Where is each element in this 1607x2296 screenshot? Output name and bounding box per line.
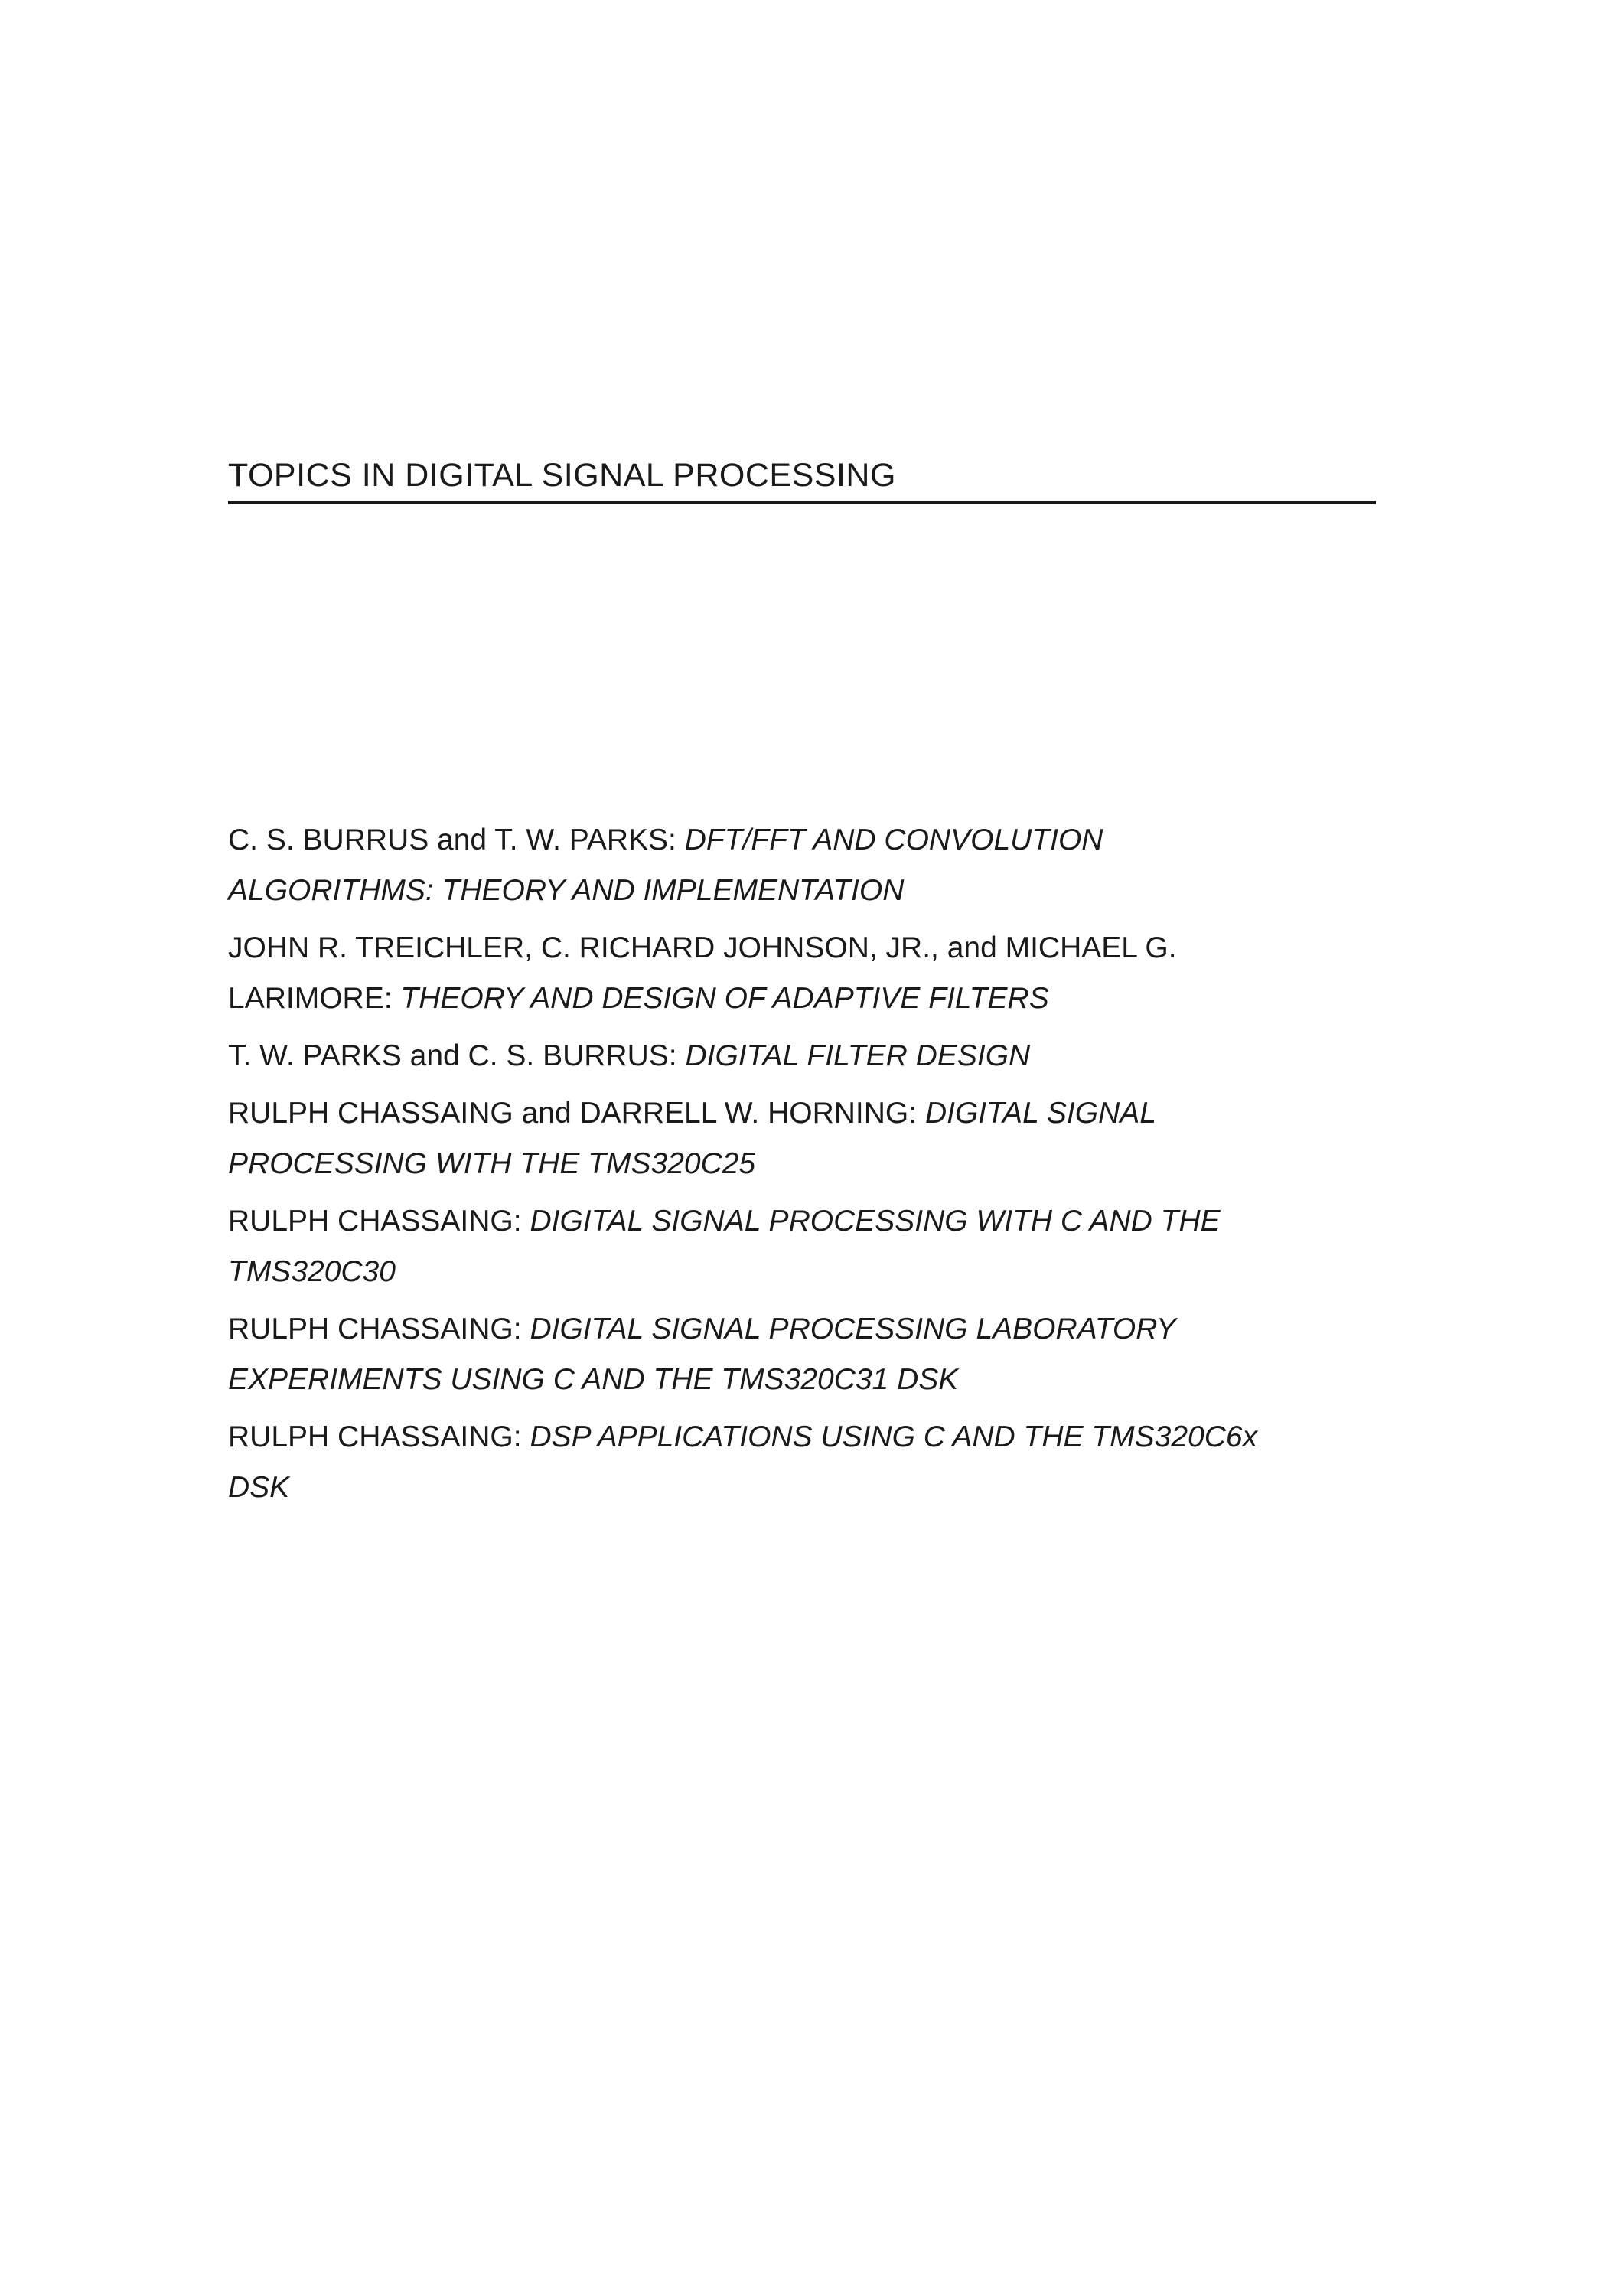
book-entry (228, 1412, 1315, 1513)
book-authors: RULPH CHASSAING: (228, 1420, 522, 1453)
book-entry (228, 923, 1315, 1024)
book-title: DSP APPLICATIONS USING C AND THE TMS320C6x DSK (228, 1420, 1258, 1504)
book-authors: JOHN R. TREICHLER, C. RICHARD JOHNSON, JR., and MICHAEL G. LARIMORE: (228, 931, 1177, 1015)
book-title: DIGITAL SIGNAL PROCESSING WITH THE TMS320C25 (228, 1097, 1156, 1180)
book-title: THEORY AND DESIGN OF ADAPTIVE FILTERS (400, 982, 1049, 1015)
series-header (228, 456, 1376, 504)
book-title: DIGITAL FILTER DESIGN (685, 1039, 1031, 1072)
book-authors: RULPH CHASSAING: (228, 1205, 522, 1238)
title-underline-rule (228, 501, 1376, 504)
book-entry (228, 815, 1315, 916)
book-authors: T. W. PARKS and C. S. BURRUS: (228, 1039, 677, 1072)
book-authors: RULPH CHASSAING and DARRELL W. HORNING: (228, 1097, 918, 1130)
book-entry (228, 1304, 1315, 1405)
book-title: DIGITAL SIGNAL PROCESSING LABORATORY EXPERIMENTS USING C AND THE TMS320C31 DSK (228, 1313, 1176, 1396)
book-title: DIGITAL SIGNAL PROCESSING WITH C AND THE TMS320C30 (228, 1205, 1221, 1288)
book-authors: RULPH CHASSAING: (228, 1313, 522, 1345)
book-entry (228, 1088, 1315, 1189)
book-entry (228, 1031, 1315, 1081)
book-entry (228, 1196, 1315, 1297)
series-title: TOPICS IN DIGITAL SIGNAL PROCESSING (228, 457, 896, 494)
book-authors: C. S. BURRUS and T. W. PARKS: (228, 823, 676, 856)
book-list (228, 815, 1315, 1520)
book-title: DFT/FFT AND CONVOLUTION ALGORITHMS: THEORY AND IMPLEMENTATION (228, 823, 1103, 907)
